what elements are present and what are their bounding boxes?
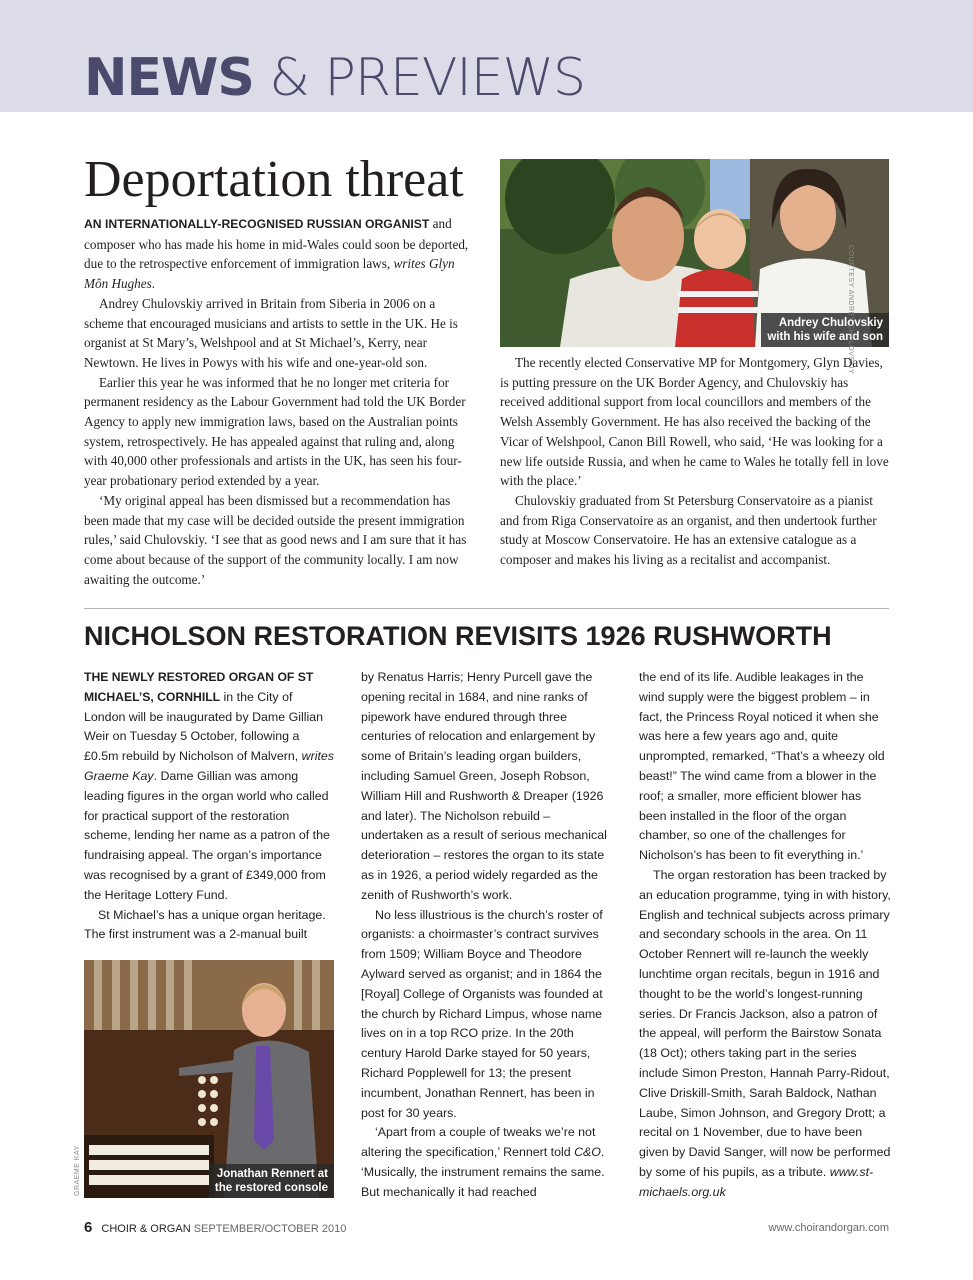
article1-byline: writes Glyn Môn Hughes — [84, 256, 455, 292]
article1-paragraph: Chulovskiy graduated from St Petersburg Conservatoire as a pianist and from Riga Conservatoire as an organist, and then undertook further study at Moscow Conservatoire. He has an extensive catalogue as a composer and makes his living as a recitalist and accompanist. — [500, 492, 877, 568]
article2-column-1 — [84, 668, 336, 945]
article1-paragraph: Earlier this year he was informed that he no longer met criteria for permanent residency as the Labour Government had told the UK Border Agency to apply new immigration laws, based on the Australian points system, retrospectively. He has appealed against that ruling and, along with 40,000 other professionals and artists in the UK, has seen his four-year probationary period extended by a year. — [84, 374, 466, 489]
article1-lead-caps: AN INTERNATIONALLY-RECOGNISED RUSSIAN ORGANIST — [84, 217, 430, 231]
organ-photo-caption: Jonathan Rennert at the restored console — [209, 1164, 334, 1198]
footer-website[interactable]: www.choirandorgan.com — [768, 1222, 889, 1234]
organ-photo-credit: GRAEME KAY — [74, 1145, 81, 1196]
article2-column-3 — [639, 668, 891, 1203]
article2-paragraph: ‘Apart from a couple of tweaks we’re not altering the specification,’ Rennert told C&O. ‘Musically, the instrument remains the same. But mechanically it had reached — [361, 1125, 605, 1199]
article2-paragraph: by Renatus Harris; Henry Purcell gave the opening recital in 1684, and nine ranks of pipework have endured through three centuries of relocation and enlargement by some of Britain’s leading organ builders, including Samuel Green, Joseph Robson, William Hill and Rushworth & Dreaper (1926 and later). The Nicholson rebuild – undertaken as a result of serious mechanical deterioration – restores the organ to its state as in 1926, a period widely regarded as the zenith of Rushworth’s work. — [361, 670, 607, 902]
family-photo-credit: COURTESY ANDREY CHULOVSKIY — [847, 245, 854, 375]
section-divider — [84, 608, 889, 609]
article2-paragraph: the end of its life. Audible leakages in the wind supply were the biggest problem – in fact, the Princess Royal noticed it when she was here a few years ago and, quite unprompted, remarked, “That’s a wheezy old beast!” The wind came from a blower in the roof; a smaller, more efficient blower has been installed in the floor of the organ chamber, so one of the challenges for Nicholson’s has been to fit everything in.’ — [639, 670, 885, 863]
issue-date: SEPTEMBER/OCTOBER 2010 — [193, 1223, 347, 1235]
article1-paragraph: Andrey Chulovskiy arrived in Britain from Siberia in 2006 on a scheme that encouraged musicians and artists to settle in the UK. He is organist at St Mary’s, Welshpool and at St Michael’s, Kerry, near Newtown. He lives in Powys with his wife and one-year-old son. — [84, 295, 458, 370]
article2-column-2 — [361, 668, 615, 1203]
article2-headline: NICHOLSON RESTORATION REVISITS 1926 RUSHWORTH — [84, 621, 832, 651]
article1-left-column — [84, 214, 476, 589]
magazine-name: CHOIR & ORGAN — [101, 1223, 191, 1235]
article2-lead-caps: THE NEWLY RESTORED ORGAN OF ST MICHAEL’S, CORNHILL — [84, 670, 314, 704]
website-link[interactable]: www.st-michaels.org.uk — [639, 1164, 874, 1199]
section-title-rest: & PREVIEWS — [269, 48, 585, 108]
article1-headline: Deportation threat — [84, 151, 464, 208]
page-number: 6 — [84, 1219, 93, 1236]
family-photo-caption: Andrey Chulovskiy with his wife and son — [761, 313, 889, 347]
article1-right-column — [500, 353, 892, 570]
organ-console-image — [84, 960, 334, 1198]
article2-paragraph: St Michael’s has a unique organ heritage. The first instrument was a 2-manual built — [84, 907, 326, 942]
article2-lead-paragraph: THE NEWLY RESTORED ORGAN OF ST MICHAEL’S, CORNHILL in the City of London will be inaugurated by Dame Gillian Weir on Tuesday 5 October, following a £0.5m rebuild by Nicholson of Malvern, writes Graeme Kay. Dame Gillian was among leading figures in the organ world who called for practical support of the restoration scheme, lending her name as a patron of the fundraising appeal. The organ’s importance was recognised by a grant of £349,000 from the Heritage Lottery Fund. — [84, 670, 334, 902]
section-title — [84, 42, 585, 114]
family-photo — [500, 159, 889, 347]
article1-paragraph: ‘My original appeal has been dismissed but a recommendation has been made that my case will be decided outside the present immigration rules,’ said Chulovskiy. ‘I see that as good news and I am sure that it has come about because of the support of the community locally. I am now awaiting the outcome.’ — [84, 492, 467, 587]
article1-paragraph: The recently elected Conservative MP for Montgomery, Glyn Davies, is putting pressure on the UK Border Agency, and Chulovskiy has received additional support from local councillors and members of the Welsh Assembly Government. He has also received the backing of the Vicar of Welshpool, Canon Bill Rowell, who said, ‘He was looking for a new life outside Russia, and when he came to Wales he totally fell in love with the place.’ — [500, 355, 889, 489]
section-title-bold: NEWS — [84, 48, 254, 108]
article2-paragraph: The organ restoration has been tracked by an education programme, tying in with history, English and technical subjects across primary and secondary schools in the area. On 11 October Rennert will re-launch the weekly lunchtime organ recitals, begun in 1916 and thought to be the world’s longest-running series. Dr Francis Jackson, also a patron of the appeal, will perform the Bairstow Sonata (18 Oct); others taking part in the series include Simon Preston, Hannah Parry-Ridout, Clive Driskill-Smith, Sarah Baldock, Nathan Laube, Simon Johnson, and Gregory Drott; a recital on 1 November, due to have been given by David Sanger, will now be performed by some of his pupils, as a tribute. www.st-michaels.org.uk — [639, 867, 891, 1199]
article2-byline: writes Graeme Kay — [84, 749, 334, 783]
organ-console-photo — [84, 960, 334, 1198]
page-footer — [84, 1220, 346, 1237]
article1-lead-paragraph: AN INTERNATIONALLY-RECOGNISED RUSSIAN ORGANIST and composer who has made his home in mid-Wales could soon be deported, due to the retrospective enforcement of immigration laws, writes Glyn Môn Hughes. — [84, 216, 469, 292]
article2-paragraph: No less illustrious is the church’s roster of organists: a choirmaster’s contract survives from 1509; William Boyce and Theodore Aylward served as organist; and in 1864 the [Royal] College of Organists was founded at the church by Richard Limpus, whose name lives on in a top RCO prize. In the 20th century Harold Darke stayed for 50 years, Richard Popplewell for 13; the present incumbent, Jonathan Rennert, has been in post for 30 years. — [361, 907, 603, 1120]
